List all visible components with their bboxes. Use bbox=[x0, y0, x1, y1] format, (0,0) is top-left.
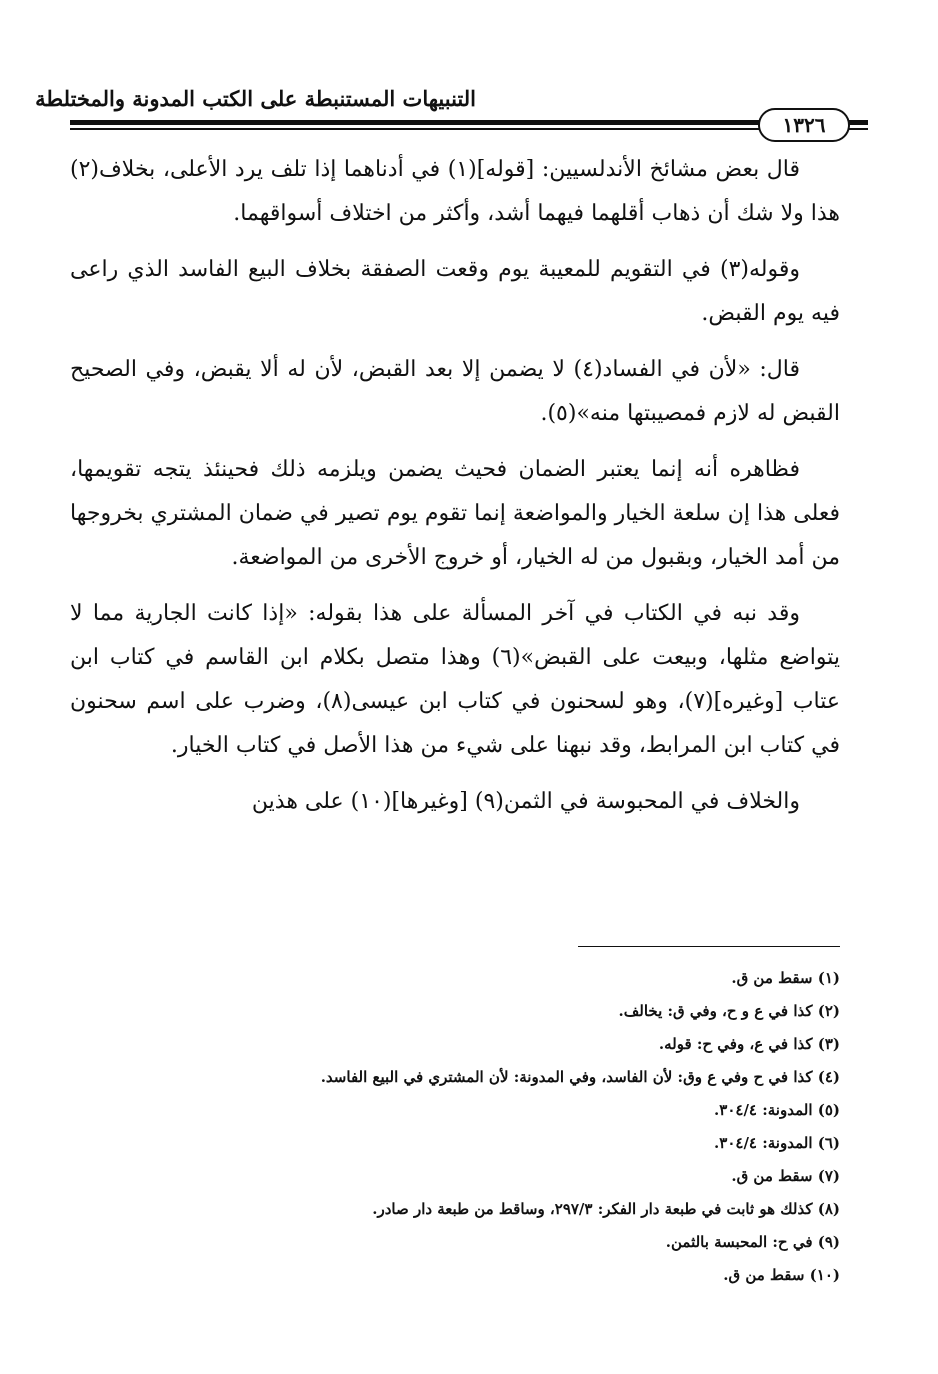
footnote-item: (٧) سقط من ق. bbox=[731, 1167, 840, 1185]
header-rule bbox=[70, 120, 868, 130]
paragraph: قال: «لأن في الفساد(٤) لا يضمن إلا بعد القبض، لأن له ألا يقبض، وفي الصحيح القبض له لازم فمصيبتها منه»(٥). bbox=[70, 357, 840, 426]
paragraph: فظاهره أنه إنما يعتبر الضمان فحيث يضمن ويلزمه ذلك فحينئذ يتجه تقويمها، فعلى هذا إن سلعة الخيار والمواضعة إنما تقوم يوم تصير في ضمان المشتري بخروجها من أمد الخيار، وبقبول من له الخيار، أو خروج الأخرى من المواضعة. bbox=[70, 457, 840, 570]
footnote-item: (٣) كذا في ع، وفي ح: قوله. bbox=[658, 1035, 840, 1053]
header-rule-thick bbox=[70, 120, 868, 125]
footnotes bbox=[70, 962, 840, 1292]
header-rule-thin bbox=[70, 128, 868, 130]
paragraph: قال بعض مشائخ الأندلسيين: [قوله](١) في أدناهما إذا تلف يرد الأعلى، بخلاف(٢) هذا ولا شك أن ذهاب أقلهما فيهما أشد، وأكثر من اختلاف أسواقهما. bbox=[70, 157, 840, 226]
footnote-item: (٥) المدونة: ٣٠٤/٤. bbox=[714, 1101, 840, 1119]
footnote-item: (١٠) سقط من ق. bbox=[723, 1266, 840, 1284]
footnote-item: (٦) المدونة: ٣٠٤/٤. bbox=[714, 1134, 840, 1152]
page-number: ١٣٢٦ bbox=[758, 108, 850, 142]
footnote-item: (١) سقط من ق. bbox=[731, 969, 840, 987]
footnote-item: (٤) كذا في ح وفي ع وق: لأن الفاسد، وفي المدونة: لأن المشتري في البيع الفاسد. bbox=[320, 1068, 840, 1086]
footnote-item: (٢) كذا في ع و ح، وفي ق: يخالف. bbox=[618, 1002, 840, 1020]
footnote-item: (٨) كذلك هو ثابت في طبعة دار الفكر: ٢٩٧/٣، وساقط من طبعة دار صادر. bbox=[372, 1200, 840, 1218]
paragraph: والخلاف في المحبوسة في الثمن(٩) [وغيرها](١٠) على هذين bbox=[251, 789, 800, 814]
footnote-item: (٩) في ح: المحبسة بالثمن. bbox=[665, 1233, 840, 1251]
main-body bbox=[70, 148, 840, 824]
running-header-title: التنبيهات المستنبطة على الكتب المدونة والمختلطة bbox=[35, 86, 476, 111]
paragraph: وقد نبه في الكتاب في آخر المسألة على هذا بقوله: «إذا كانت الجارية مما لا يتواضع مثلها، وبيعت على القبض»(٦) وهذا متصل بكلام ابن القاسم في كتاب ابن عتاب [وغيره](٧)، وهو لسحنون في كتاب ابن عيسى(٨)، وضرب على اسم سحنون في كتاب ابن المرابط، وقد نبهنا على شيء من هذا الأصل في كتاب الخيار. bbox=[70, 601, 840, 758]
footnote-separator bbox=[578, 946, 840, 947]
paragraph: وقوله(٣) في التقويم للمعيبة يوم وقعت الصفقة بخلاف البيع الفاسد الذي راعى فيه يوم القبض. bbox=[70, 257, 840, 326]
